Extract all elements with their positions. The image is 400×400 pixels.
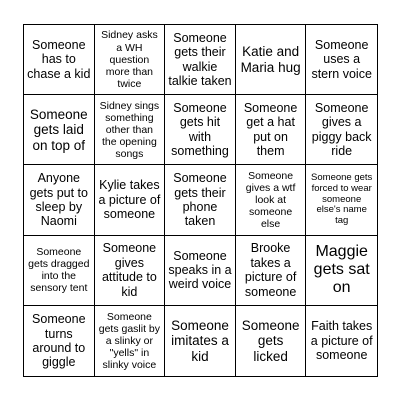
bingo-cell[interactable]: Brooke takes a picture of someone	[236, 236, 307, 306]
bingo-cell[interactable]: Someone gets their phone taken	[165, 165, 236, 235]
bingo-cell[interactable]: Someone gets hit with something	[165, 95, 236, 165]
bingo-cell[interactable]: Anyone gets put to sleep by Naomi	[24, 165, 95, 235]
bingo-cell[interactable]: Someone gets dragged into the sensory tent	[24, 236, 95, 306]
bingo-cell[interactable]: Someone speaks in a weird voice	[165, 236, 236, 306]
bingo-cell[interactable]: Someone gives a wtf look at someone else	[236, 165, 307, 235]
bingo-cell[interactable]: Someone has to chase a kid	[24, 25, 95, 95]
bingo-cell[interactable]: Someone get a hat put on them	[236, 95, 307, 165]
bingo-cell[interactable]: Faith takes a picture of someone	[310, 319, 373, 363]
bingo-cell[interactable]: Katie and Maria hug	[236, 25, 307, 95]
bingo-cell[interactable]: Someone gets laid on top of	[24, 95, 95, 165]
bingo-cell[interactable]: Sidney asks a WH question more than twice	[95, 25, 166, 95]
bingo-cell[interactable]: Maggie gets sat on	[306, 236, 377, 306]
bingo-board	[23, 24, 378, 377]
bingo-cell[interactable]: Someone uses a stern voice	[306, 25, 377, 95]
bingo-cell[interactable]: Someone gets licked	[236, 306, 307, 376]
bingo-cell[interactable]: Someone gets forced to wear someone else's name tag	[306, 165, 377, 235]
bingo-cell[interactable]: Sidney sings something other than the opening songs	[95, 95, 166, 165]
bingo-cell[interactable]: Someone gives a piggy back ride	[306, 95, 377, 165]
bingo-cell[interactable]: Someone turns around to giggle	[24, 306, 95, 376]
bingo-cell[interactable]: Someone imitates a kid	[165, 306, 236, 376]
bingo-cell[interactable]: Someone gives attitude to kid	[95, 236, 166, 306]
bingo-cell[interactable]: Kylie takes a picture of someone	[95, 165, 166, 235]
bingo-cell[interactable]: Someone gets their walkie talkie taken	[165, 25, 236, 95]
bingo-cell[interactable]: Someone gets gaslit by a slinky or "yells" in slinky voice	[95, 306, 166, 376]
